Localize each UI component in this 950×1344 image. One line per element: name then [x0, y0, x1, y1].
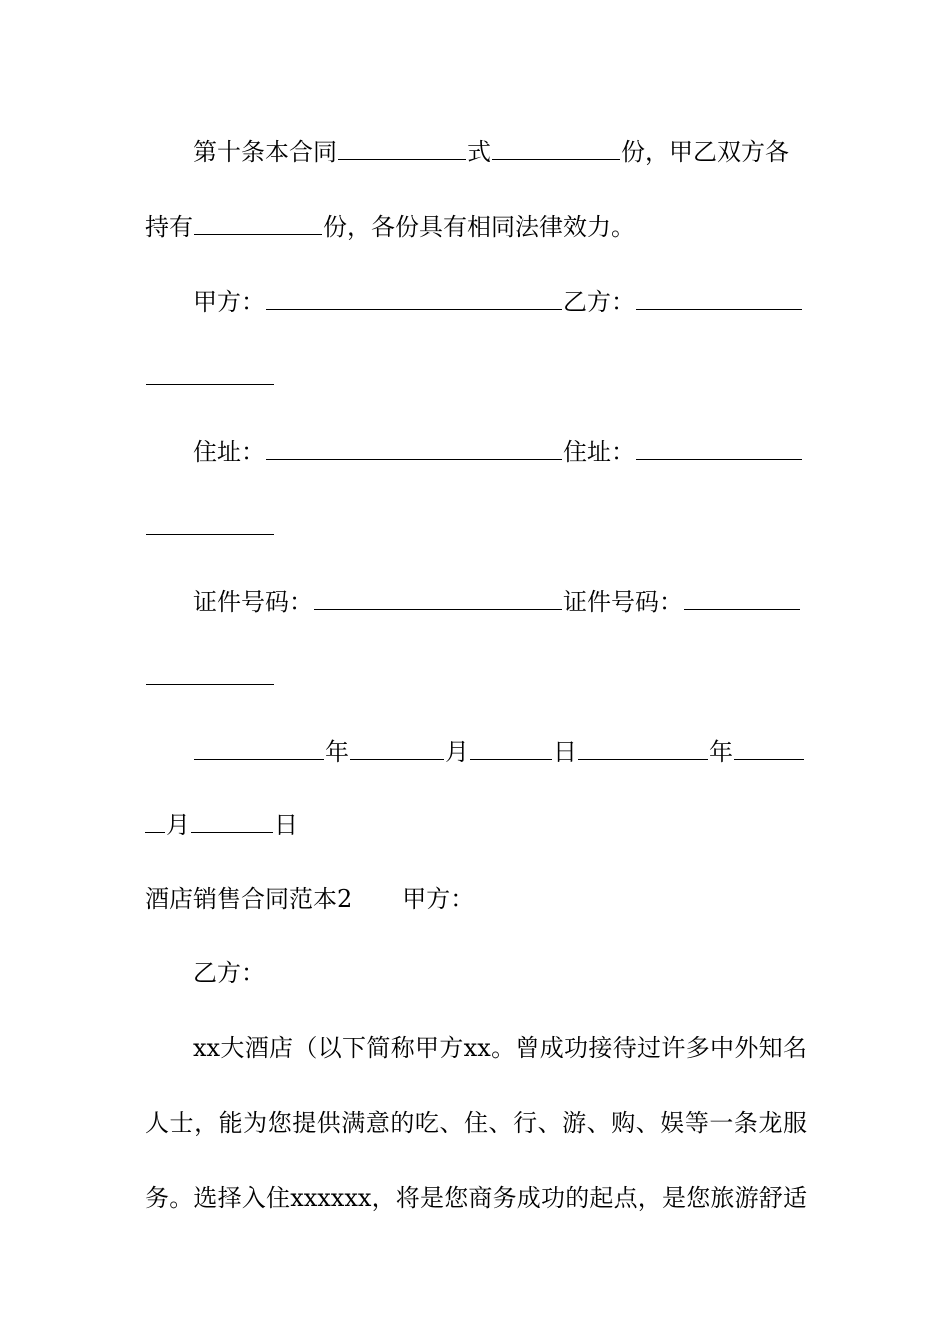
id-b-blank-continued: [145, 657, 807, 697]
id-a-blank[interactable]: [314, 587, 562, 610]
id-b-label: 证件号码：: [563, 588, 683, 616]
clause-ten-text4: 持有: [145, 213, 193, 241]
id-b-blank[interactable]: [684, 587, 800, 610]
count-blank[interactable]: [492, 137, 620, 160]
year-a-blank[interactable]: [194, 737, 324, 760]
clause-ten-text5: 份，各份具有相同法律效力。: [323, 213, 635, 241]
clause-ten-text3: 份，甲乙双方各: [621, 138, 789, 166]
address-a-label: 住址：: [193, 438, 265, 466]
day-a-blank[interactable]: [470, 737, 552, 760]
month-b-blank-cont[interactable]: [145, 810, 165, 833]
clause-ten-text2: 式: [467, 138, 491, 166]
section2-heading-line: [145, 879, 807, 919]
party-b-label: 乙方：: [563, 288, 635, 316]
party-a-label: 甲方：: [193, 288, 265, 316]
day-a-label: 日: [553, 738, 577, 766]
party-b-blank-continued: [145, 357, 807, 397]
month-b-label: 月: [166, 811, 190, 839]
address-b-blank[interactable]: [636, 437, 802, 460]
id-b-blank-cont[interactable]: [146, 662, 274, 685]
month-a-label: 月: [445, 738, 469, 766]
copies-blank[interactable]: [338, 137, 466, 160]
paragraph-line-3: 务。选择入住xxxxxx，将是您商务成功的起点，是您旅游舒适: [145, 1184, 807, 1212]
clause-ten-text1: 第十条本合同: [193, 138, 337, 166]
id-number-line: [193, 582, 807, 622]
day-b-label: 日: [274, 811, 298, 839]
month-b-blank[interactable]: [734, 737, 804, 760]
section2-title: 酒店销售合同范本2: [145, 885, 353, 913]
party-b-blank[interactable]: [636, 287, 802, 310]
date-line: [193, 732, 807, 772]
year-a-label: 年: [325, 738, 349, 766]
clause-ten-line1: [193, 132, 807, 172]
address-b-blank-continued: [145, 507, 807, 547]
address-line: [193, 432, 807, 472]
address-b-blank-cont[interactable]: [146, 512, 274, 535]
section2-party-b: 乙方：: [193, 959, 265, 987]
address-b-label: 住址：: [563, 438, 635, 466]
clause-ten-line2: [145, 207, 807, 247]
date-line-continued: [145, 805, 807, 845]
address-a-blank[interactable]: [266, 437, 562, 460]
year-b-label: 年: [709, 738, 733, 766]
paragraph-line-1: xx大酒店（以下简称甲方xx。曾成功接待过许多中外知名: [193, 1034, 807, 1062]
month-a-blank[interactable]: [350, 737, 444, 760]
paragraph-line-2: 人士，能为您提供满意的吃、住、行、游、购、娱等一条龙服: [145, 1109, 807, 1137]
id-a-label: 证件号码：: [193, 588, 313, 616]
section2-party-b-line: [193, 953, 807, 993]
year-b-blank[interactable]: [578, 737, 708, 760]
party-a-blank[interactable]: [266, 287, 562, 310]
party-signature-line: [193, 282, 807, 322]
party-b-blank-cont[interactable]: [146, 362, 274, 385]
day-b-blank[interactable]: [191, 810, 273, 833]
section2-party-a: 甲方：: [402, 885, 475, 913]
each-holds-blank[interactable]: [194, 212, 322, 235]
